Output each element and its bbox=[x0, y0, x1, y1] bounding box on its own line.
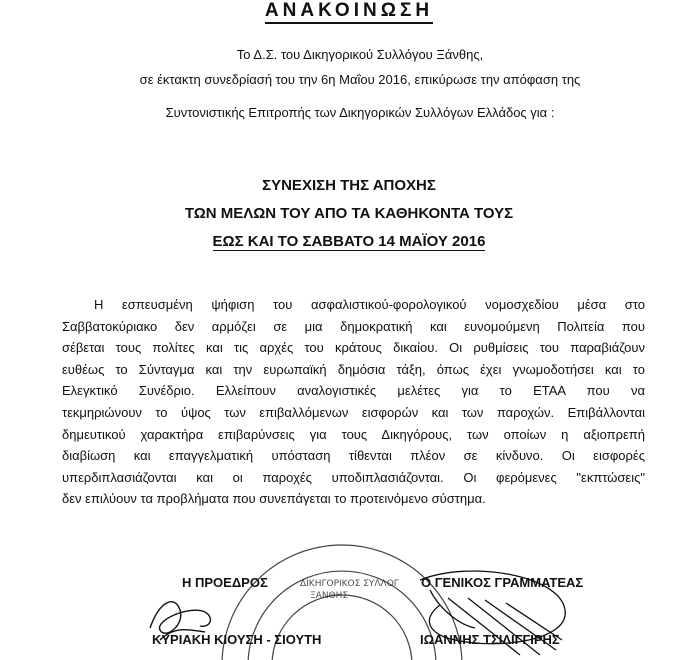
body-line: σέβεται τους πολίτες και τις αρχές του κράτους δικαίου. Οι ρυθμίσεις του παραβιάζουν bbox=[62, 340, 645, 356]
body-line: διαβίωση και επαγγελματική υπόσταση τίθενται πλέον σε κίνδυνο. Οι εισφορές bbox=[62, 448, 645, 464]
body-line: δεν επιλύουν τα προβλήματα που συνεπάγεται το προτεινόμενο σύστημα. bbox=[62, 491, 486, 507]
body-line: τεκμηριώνουν το ύψος των επιβαλλόμενων εισφορών και των παροχών. Επιβάλλονται bbox=[62, 404, 645, 420]
body-line: Ελεγκτικό Συνέδριο. Ελλείπουν αναλογιστικές μελέτες για το ΕΤΑΑ που να bbox=[62, 383, 645, 399]
svg-text:ΞΑΝΘΗΣ: ΞΑΝΘΗΣ bbox=[310, 591, 349, 601]
body-line: Η εσπευσμένη ψήφιση του ασφαλιστικού-φορολογικού νομοσχεδίου μέσα στο bbox=[94, 297, 645, 312]
headline-line-3: ΕΩΣ ΚΑΙ ΤΟ ΣΑΒΒΑΤΟ 14 ΜΑΪΟΥ 2016 bbox=[212, 233, 486, 250]
signature-role-left: Η ΠΡΟΕΔΡΟΣ bbox=[182, 575, 268, 590]
body-line: Σαββατοκύριακο δεν αρμόζει σε μια δημοκρατική και ευνομούμενη Πολιτεία που bbox=[62, 318, 645, 334]
signature-name-left: ΚΥΡΙΑΚΗ ΚΙΟΥΣΗ - ΣΙΟΥΤΗ bbox=[152, 632, 322, 647]
headline-line-2: ΤΩΝ ΜΕΛΩΝ ΤΟΥ ΑΠΟ ΤΑ ΚΑΘΗΚΟΝΤΑ ΤΟΥΣ bbox=[184, 205, 514, 222]
signature-role-right: Ο ΓΕΝΙΚΟΣ ΓΡΑΜΜΑΤΕΑΣ bbox=[421, 575, 584, 590]
intro-line-3: Συντονιστικής Επιτροπής των Δικηγορικών Συλλόγων Ελλάδος για : bbox=[165, 105, 555, 120]
body-line: δημευτικού χαρακτήρα επιβαρύνσεις για τους Δικηγόρους, των οποίων η αξιοπρεπή bbox=[62, 426, 645, 442]
headline-line-1: ΣΥΝΕΧΙΣΗ ΤΗΣ ΑΠΟΧΗΣ bbox=[262, 177, 436, 194]
body-line: ευθέως το Σύνταγμα και την ευρωπαϊκή δημόσια τάξη, όπως έχει γνωμοδοτήσει και το bbox=[62, 361, 645, 377]
intro-line-1: Το Δ.Σ. του Δικηγορικού Συλλόγου Ξάνθης, bbox=[236, 47, 484, 62]
intro-line-2: σε έκτακτη συνεδρίασή του την 6η Μαΐου 2016, επικύρωσε την απόφαση της bbox=[139, 72, 581, 87]
svg-text:ΔΙΚΗΓΟΡΙΚΟΣ ΣΥΛΛΟΓ: ΔΙΚΗΓΟΡΙΚΟΣ ΣΥΛΛΟΓ bbox=[300, 579, 399, 589]
document-title: ΑΝΑΚΟΙΝΩΣΗ bbox=[0, 0, 698, 22]
body-line: υπερδιπλασιάζονται και οι παροχές υποδιπλασιάζονται. Οι φερόμενες "εκπτώσεις" bbox=[62, 469, 645, 485]
signature-name-right: ΙΩΑΝΝΗΣ ΤΣΙΛΙΓΓΙΡΗΣ bbox=[420, 632, 560, 647]
